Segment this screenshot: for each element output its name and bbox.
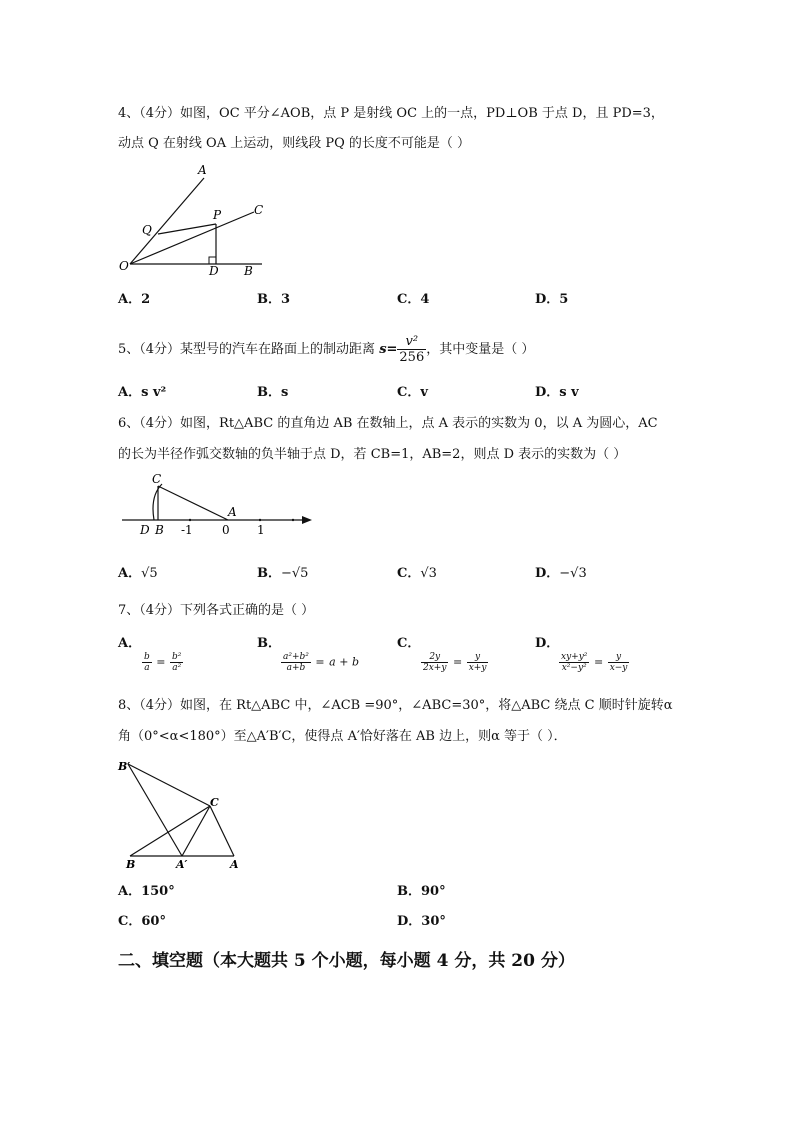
q4-label-d: D (209, 264, 219, 278)
q5-suffix: ，其中变量是（ ） (426, 342, 535, 357)
q4-label-p: P (213, 208, 222, 222)
q7-c-lhs-frac: $\frac{2y}{2x+y}$ (423, 652, 447, 673)
q5-formula-num: v² (397, 334, 426, 350)
q8-option-a[interactable]: A．150° (118, 884, 175, 899)
q4-stem-line2: 动点 Q 在射线 OA 上运动，则线段 PQ 的长度不可能是（ ） (118, 136, 471, 151)
q5-formula (397, 334, 426, 365)
section2-title: 二、填空题（本大题共 5 个小题，每小题 4 分，共 20 分） (118, 951, 575, 971)
q4-label-b: B (244, 264, 253, 278)
q6-label-one: 1 (257, 523, 265, 537)
q4-label-q: Q (142, 223, 152, 237)
q4-stem-line1: 4、（4分）如图，OC 平分∠AOB，点 P 是射线 OC 上的一点，PD⊥OB 于点 D，且 PD=3， (118, 106, 664, 121)
q8-label-a: A (230, 858, 239, 871)
q4-option-a[interactable]: A．2 (118, 292, 151, 307)
q4-option-b[interactable]: B．3 (257, 292, 291, 307)
q7-a-rhs-frac: $\frac{\text{b²}}{\text{a²}}$ (172, 652, 182, 673)
q7-option-c[interactable]: C． $\frac{2y}{2x+y}$ = $\frac{y}{x+y}$ (397, 636, 487, 673)
q8-option-b[interactable]: B．90° (397, 884, 446, 899)
q8-option-d[interactable]: D．30° (397, 914, 446, 929)
q4-label-a: A (198, 163, 207, 177)
q5-option-d[interactable]: D．s v (535, 385, 579, 400)
q4-label-o: O (119, 259, 129, 273)
q6-label-m1: -1 (181, 523, 193, 537)
q8-stem-line2: 角（0°<α<180°）至△A′B′C，使得点 A′恰好落在 AB 边上，则α 等于（ ）． (118, 729, 567, 744)
q6-stem-line1: 6、（4分）如图，Rt△ABC 的直角边 AB 在数轴上，点 A 表示的实数为 0，以 A 为圆心，AC (118, 416, 658, 431)
q8-stem-line1: 8、（4分）如图，在 Rt△ABC 中，∠ACB =90°，∠ABC=30°，将△ABC 绕点 C 顺时针旋转α (118, 698, 673, 713)
q4-label-c: C (254, 203, 264, 217)
q8-label-bp: B′ (118, 760, 131, 773)
q5-prefix: 5、（4分）某型号的汽车在路面上的制动距离 (118, 342, 376, 357)
q7-option-a[interactable]: A． $\frac{b}{a}$ = $\frac{\text{b²}}{\text{a²}}$ (118, 636, 182, 673)
q7-b-lhs-frac: $\frac{\text{a²+b²}}{a+b}$ (283, 652, 309, 673)
q7-c-rhs-frac: $\frac{y}{x+y}$ (468, 652, 487, 673)
q6-figure (118, 468, 318, 540)
q7-option-d[interactable]: D． $\frac{\text{xy+y²}}{\text{x²−y²}}$ = $\frac{y}{x-y}$ (535, 636, 628, 673)
q8-label-b: B (126, 858, 136, 871)
q6-label-zero: 0 (222, 523, 230, 537)
q4-figure (114, 160, 274, 280)
q6-option-b[interactable]: B．−√5 (257, 566, 309, 581)
q6-label-a: A (228, 505, 237, 519)
q4-option-c[interactable]: C．4 (397, 292, 430, 307)
q7-d-rhs-frac: $\frac{y}{x-y}$ (609, 652, 628, 673)
q8-option-c[interactable]: C．60° (118, 914, 166, 929)
q7-d-lhs-frac: $\frac{\text{xy+y²}}{\text{x²−y²}}$ (561, 652, 588, 673)
q5-stem (118, 334, 678, 365)
q8-label-c: C (210, 796, 219, 809)
q8-figure (114, 756, 254, 872)
q4-option-d[interactable]: D．5 (535, 292, 569, 307)
q6-option-d[interactable]: D．−√3 (535, 566, 587, 581)
q7-stem: 7、（4分）下列各式正确的是（ ） (118, 603, 315, 618)
q7-a-lhs-frac: $\frac{b}{a}$ (144, 652, 150, 673)
q5-formula-lhs: s= (379, 342, 398, 357)
q7-b-rhs: a + b (329, 655, 359, 669)
q8-label-ap: A′ (176, 858, 188, 871)
q6-label-c: C (152, 472, 162, 486)
q5-option-c[interactable]: C．v (397, 385, 428, 400)
q6-option-a[interactable]: A．√5 (118, 566, 158, 581)
q6-option-c[interactable]: C．√3 (397, 566, 437, 581)
q6-label-b: B (155, 523, 164, 537)
q7-option-b[interactable]: B． $\frac{\text{a²+b²}}{a+b}$ = a + b (257, 636, 359, 673)
q5-option-b[interactable]: B．s (257, 385, 289, 400)
q5-option-a[interactable]: A．s v² (118, 385, 167, 400)
q6-label-d: D (140, 523, 150, 537)
q5-formula-den: 256 (399, 350, 425, 365)
q6-stem-line2: 的长为半径作弧交数轴的负半轴于点 D，若 CB=1，AB=2，则点 D 表示的实数为（ ） (118, 447, 627, 462)
